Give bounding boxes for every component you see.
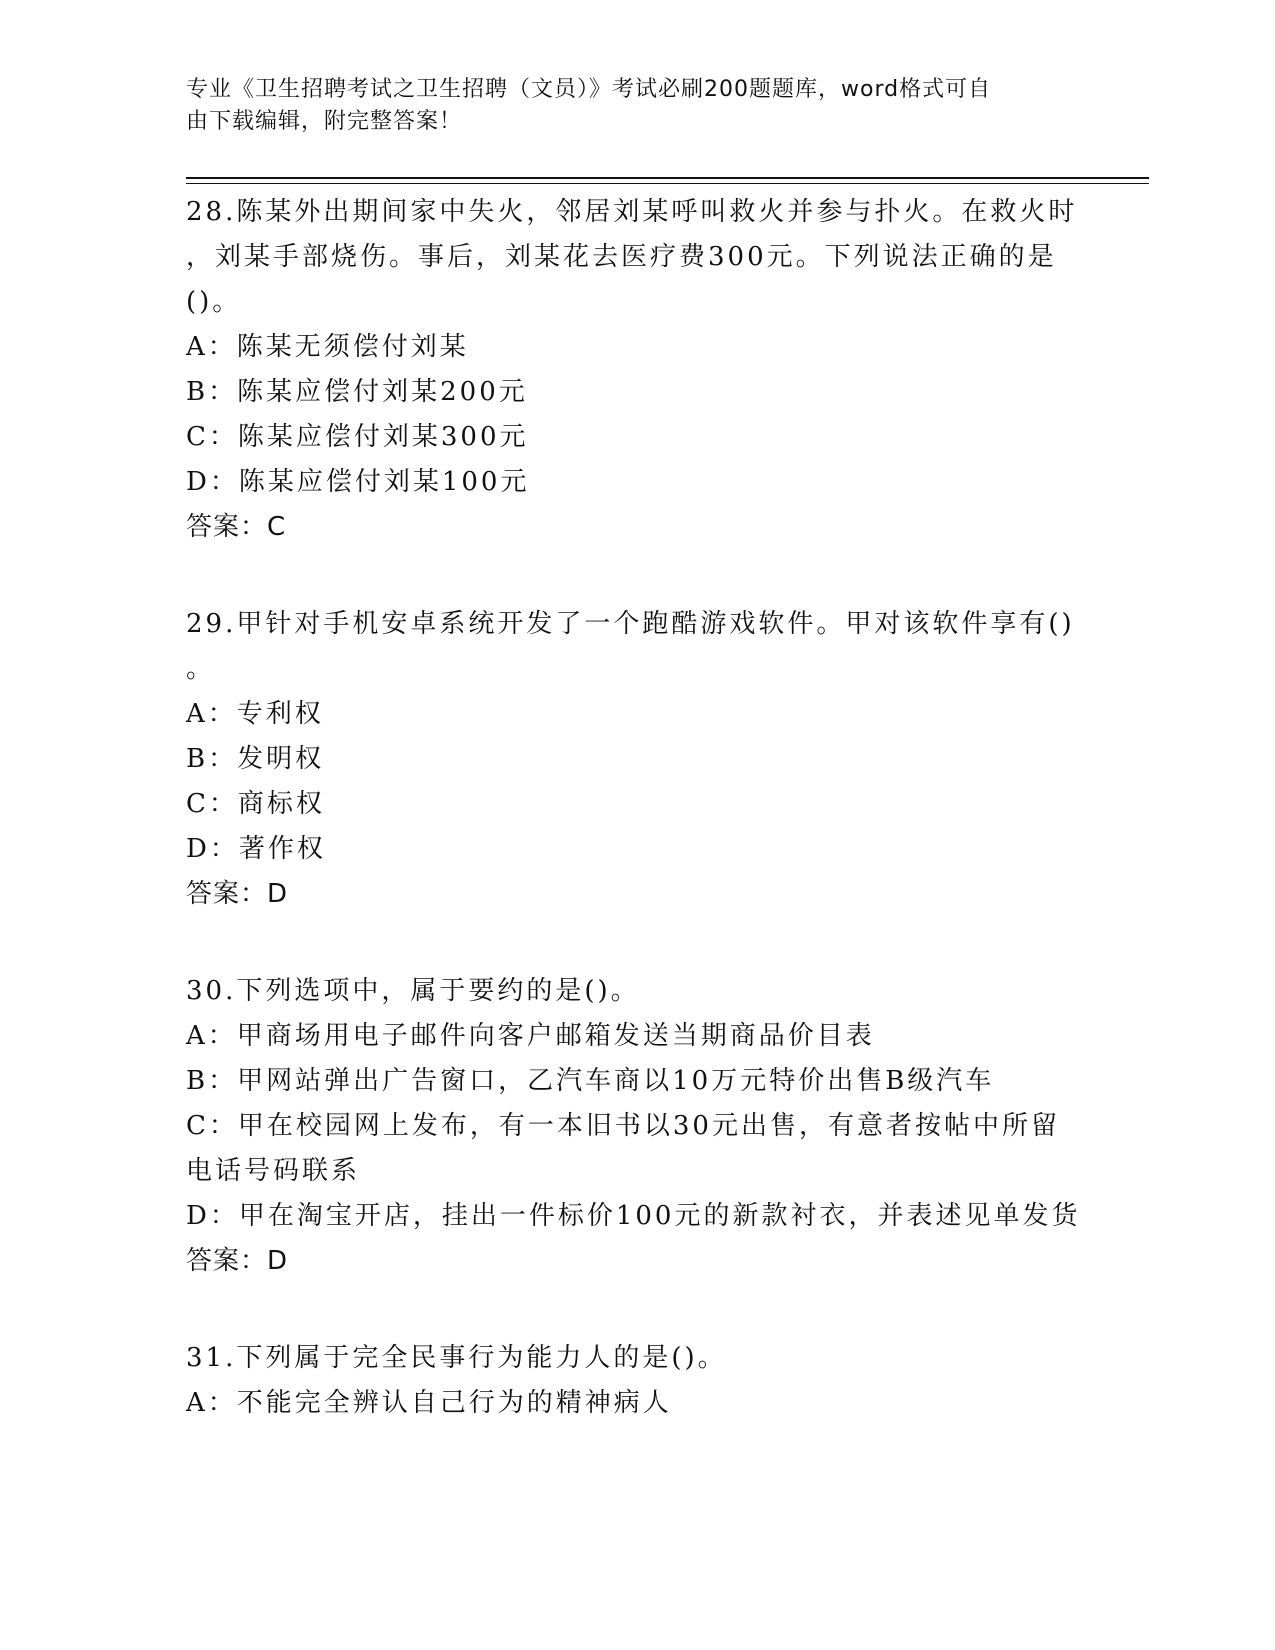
header-line-1: 专业《卫生招聘考试之卫生招聘（文员）》考试必刷200题题库，word格式可自	[186, 77, 992, 102]
question-text: 30.下列选项中，属于要约的是()。	[186, 976, 640, 1006]
option-d: D：甲在淘宝开店，挂出一件标价100元的新款衬衣，并表述见单发货	[186, 1201, 1081, 1231]
option-c: C：商标权	[186, 789, 325, 819]
answer-line: 答案：D	[186, 879, 289, 909]
header-divider-thick	[186, 177, 1149, 179]
answer-line: 答案：D	[186, 1246, 289, 1276]
question-28	[186, 190, 1086, 550]
question-30	[186, 969, 1086, 1284]
option-c: C：甲在校园网上发布，有一本旧书以30元出售，有意者按帖中所留	[186, 1111, 1060, 1141]
question-text: 28.陈某外出期间家中失火，邻居刘某呼叫救火并参与扑火。在救火时	[186, 197, 1078, 227]
option-b: B：陈某应偿付刘某200元	[186, 377, 528, 407]
document-header	[186, 74, 1086, 138]
question-31	[186, 1336, 1086, 1426]
question-text: ()。	[186, 287, 242, 317]
question-text: 31.下列属于完全民事行为能力人的是()。	[186, 1343, 727, 1373]
option-b: B：发明权	[186, 744, 325, 774]
option-a: A：甲商场用电子邮件向客户邮箱发送当期商品价目表	[186, 1021, 875, 1051]
question-text: 。	[186, 654, 216, 684]
option-d: D：著作权	[186, 834, 326, 864]
header-line-2: 由下载编辑，附完整答案！	[186, 109, 463, 134]
option-b: B：甲网站弹出广告窗口，乙汽车商以10万元特价出售B级汽车	[186, 1066, 995, 1096]
header-divider-thin	[186, 183, 1149, 184]
question-list	[186, 190, 1086, 1426]
option-d: D：陈某应偿付刘某100元	[186, 467, 530, 497]
option-c: C：陈某应偿付刘某300元	[186, 422, 529, 452]
option-a: A：专利权	[186, 699, 324, 729]
question-text: 29.甲针对手机安卓系统开发了一个跑酷游戏软件。甲对该软件享有()	[186, 609, 1075, 639]
question-text: ，刘某手部烧伤。事后，刘某花去医疗费300元。下列说法正确的是	[186, 242, 1057, 272]
option-a: A：陈某无须偿付刘某	[186, 332, 469, 362]
option-c-continued: 电话号码联系	[186, 1156, 361, 1186]
question-29	[186, 602, 1086, 917]
option-a: A：不能完全辨认自己行为的精神病人	[186, 1388, 672, 1418]
answer-line: 答案：C	[186, 512, 287, 542]
